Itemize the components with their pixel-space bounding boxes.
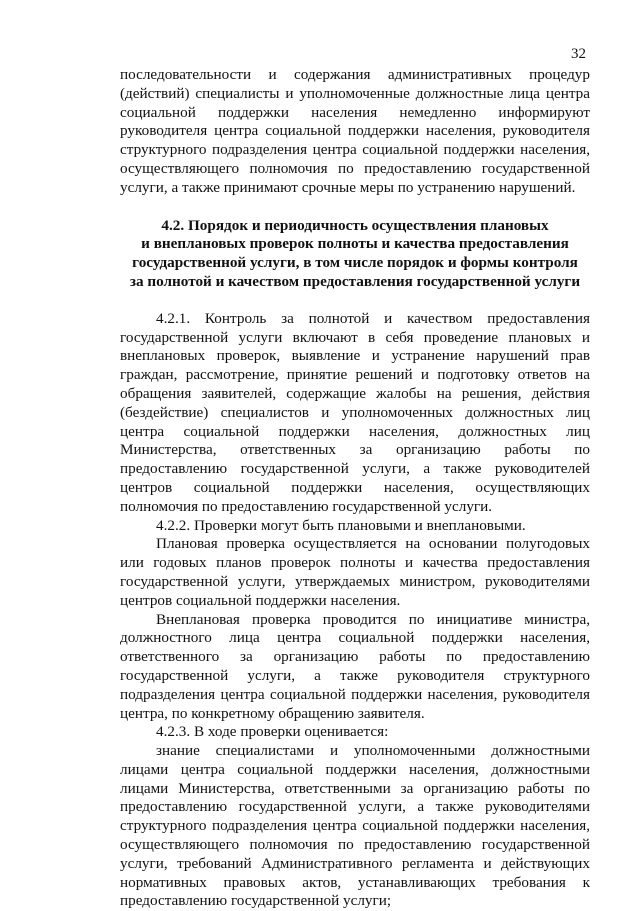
paragraph-4-2-2: 4.2.2. Проверки могут быть плановыми и внеплановыми. <box>156 516 526 534</box>
paragraph-planned-check: Плановая проверка осуществляется на основании полугодовых или годовых планов проверок полноты и качества предоставления государственной услуги, утверждаемых министром, руководителями центров социальной поддержки населения. <box>120 535 590 609</box>
paragraph-4-2-1: 4.2.1. Контроль за полнотой и качеством предоставления государственной услуги включают в себя проведение плановых и внеплановых проверок, выявление и устранение нарушений прав граждан, рассмотрение, принятие решений и подготовку ответов на обращения заявителей, содержащие жалобы на решения, действия (бездействие) специалистов и уполномоченных должностных лиц центра социальной поддержки населения, должностных лиц Министерства, ответственных за организацию работы по предоставлению государственной услуги, а также руководителей центров социальной поддержки населения, осуществляющих полномочия по предоставлению государственной услуги. <box>120 309 590 515</box>
heading-line: 4.2. Порядок и периодичность осуществления плановых <box>161 216 549 234</box>
paragraph-continuation: последовательности и содержания административных процедур (действий) специалисты и уполномоченные должностные лица центра социальной поддержки населения немедленно информируют руководителя центра социальной поддержки населения, руководителя структурного подразделения центра социальной поддержки населения, осуществляющего полномочия по предоставлению государственной услуги, а также принимают срочные меры по устранению нарушений. <box>120 66 590 196</box>
paragraph-unplanned-check: Внеплановая проверка проводится по инициативе министра, должностного лица центра социальной поддержки населения, ответственного за организацию работы по предоставлению государственной услуги, а также руководителя структурного подразделения центра социальной поддержки населения, руководителя центра, по конкретному обращению заявителя. <box>120 610 590 722</box>
heading-line: за полнотой и качеством предоставления государственной услуги <box>129 272 581 290</box>
section-heading <box>120 217 590 292</box>
document-body <box>120 66 590 911</box>
heading-line: государственной услуги, в том числе порядок и формы контроля <box>132 254 578 272</box>
paragraph-knowledge: знание специалистами и уполномоченными должностными лицами центра социальной поддержки населения, должностными лицами Министерства, ответственными за организацию работы по предоставлению государственной услуги, а также руководителями структурного подразделения центра социальной поддержки населения, осуществляющего полномочия по предоставлению государственной услуги, требований Административного регламента и действующих нормативных правовых актов, устанавливающих требования к предоставлению государственной услуги; <box>120 742 590 910</box>
heading-line: и внеплановых проверок полноты и качества предоставления <box>141 235 569 253</box>
page-number: 32 <box>571 46 586 62</box>
paragraph-4-2-3: 4.2.3. В ходе проверки оценивается: <box>156 723 389 741</box>
